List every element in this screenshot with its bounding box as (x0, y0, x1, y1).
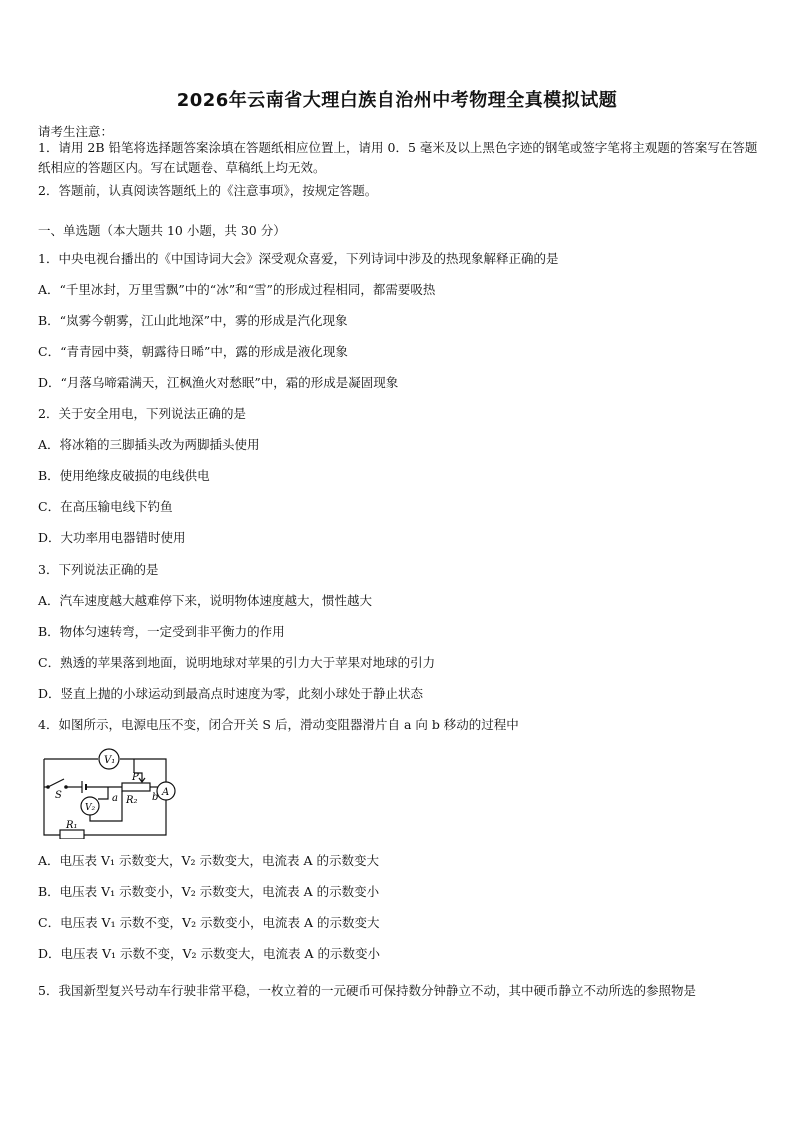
question-3-option-b: B．物体匀速转弯，一定受到非平衡力的作用 (38, 624, 285, 639)
question-2-option-d: D．大功率用电器错时使用 (38, 530, 186, 545)
page-title: 2026年云南省大理白族自治州中考物理全真模拟试题 (176, 90, 618, 111)
question-5-stem: 5．我国新型复兴号动车行驶非常平稳，一枚立着的一元硬币可保持数分钟静立不动，其中硬币静立不动所选的参照物是 (38, 983, 696, 998)
label-r1: R₁ (66, 820, 78, 831)
question-3-option-c: C．熟透的苹果落到地面，说明地球对苹果的引力大于苹果对地球的引力 (38, 655, 436, 670)
question-2-option-b: B．使用绝缘皮破损的电线供电 (38, 468, 210, 483)
question-1-stem: 1．中央电视台播出的《中国诗词大会》深受观众喜爱，下列诗词中涉及的热现象解释正确的是 (38, 251, 559, 266)
question-1-option-c: C．“青青园中葵，朝露待日晞”中，露的形成是液化现象 (38, 344, 348, 359)
section-heading: 一、单选题（本大题共 10 小题，共 30 分） (38, 223, 286, 238)
question-3-stem: 3．下列说法正确的是 (38, 562, 159, 577)
notice-item-1: 1．请用 2B 铅笔将选择题答案涂填在答题纸相应位置上，请用 0．5 毫米及以上黑色字迹的钢笔或签字笔将主观题的答案写在答题纸相应的答题区内。写在试题卷、草稿纸上均无效。 (38, 140, 758, 175)
notice-item-2: 2．答题前，认真阅读答题纸上的《注意事项》，按规定答题。 (38, 183, 378, 198)
question-3-option-a: A．汽车速度越大越难停下来，说明物体速度越大，惯性越大 (38, 593, 373, 608)
label-switch: S (55, 790, 62, 801)
question-4-option-c: C．电压表 V₁ 示数不变，V₂ 示数变小，电流表 A 的示数变大 (38, 915, 380, 930)
label-slider: P (132, 772, 139, 783)
label-v2: V₂ (85, 803, 96, 813)
question-4-option-d: D．电压表 V₁ 示数不变，V₂ 示数变大，电流表 A 的示数变小 (38, 946, 380, 961)
question-4-option-b: B．电压表 V₁ 示数变小，V₂ 示数变大，电流表 A 的示数变小 (38, 884, 380, 899)
question-4-stem: 4．如图所示，电源电压不变，闭合开关 S 后，滑动变阻器滑片自 a 向 b 移动的过程中 (38, 717, 519, 732)
question-2-option-c: C．在高压输电线下钓鱼 (38, 499, 173, 514)
question-1-option-b: B．“岚雾今朝雾，江山此地深”中，雾的形成是汽化现象 (38, 313, 348, 328)
label-end-b: b (152, 792, 159, 803)
label-v1: V₁ (104, 755, 116, 766)
notice-heading: 请考生注意： (38, 124, 114, 139)
circuit-diagram (38, 743, 178, 839)
label-end-a: a (112, 793, 118, 804)
label-r2: R₂ (126, 795, 138, 806)
question-3-option-d: D．竖直上抛的小球运动到最高点时速度为零，此刻小球处于静止状态 (38, 686, 424, 701)
question-1-option-d: D．“月落乌啼霜满天，江枫渔火对愁眠”中，霜的形成是凝固现象 (38, 375, 399, 390)
question-4-option-a: A．电压表 V₁ 示数变大，V₂ 示数变大，电流表 A 的示数变大 (38, 853, 379, 868)
question-2-stem: 2．关于安全用电，下列说法正确的是 (38, 406, 246, 421)
question-2-option-a: A．将冰箱的三脚插头改为两脚插头使用 (38, 437, 260, 452)
question-1-option-a: A．“千里冰封，万里雪飘”中的“冰”和“雪”的形成过程相同，都需要吸热 (38, 282, 436, 297)
label-ammeter: A (162, 787, 170, 798)
